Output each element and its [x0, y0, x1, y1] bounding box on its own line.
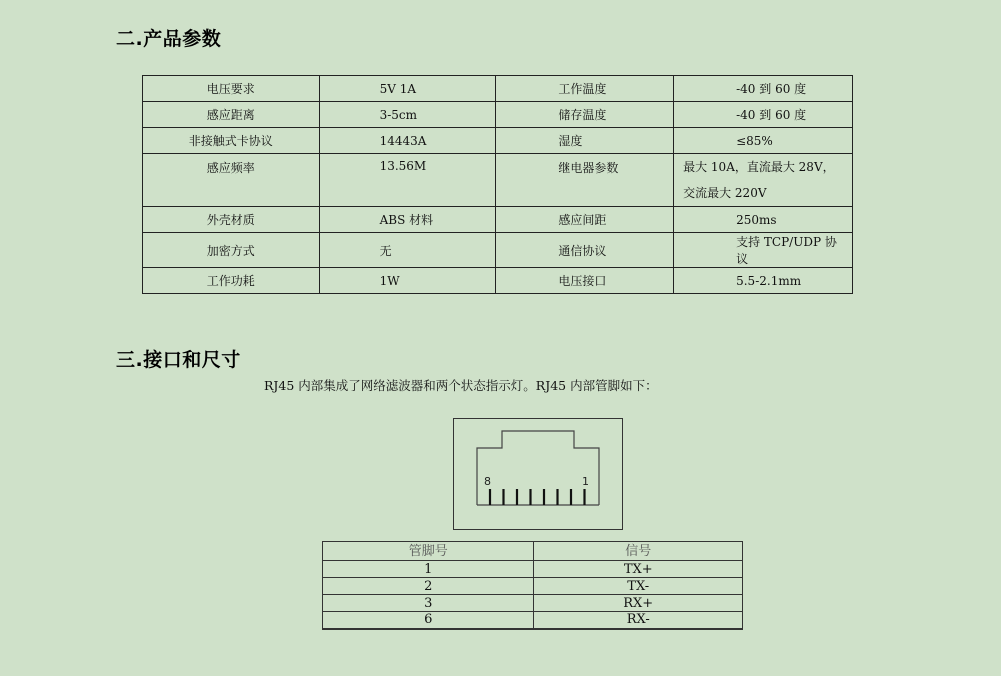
table-row [143, 102, 853, 128]
pin-number: 3 [323, 595, 534, 612]
pin-table [322, 541, 743, 630]
pin-number: 6 [323, 612, 534, 629]
table-row [323, 561, 743, 578]
param-label: 感应频率 [143, 154, 320, 207]
param-value: 13.56M [319, 154, 496, 207]
table-header-row [323, 542, 743, 561]
pin-signal: RX+ [534, 595, 743, 612]
table-row [323, 612, 743, 629]
param-label: 加密方式 [143, 233, 320, 268]
param-label: 通信协议 [496, 233, 674, 268]
table-row [143, 207, 853, 233]
table-row [323, 578, 743, 595]
param-value: 3-5cm [319, 102, 496, 128]
param-label: 感应间距 [496, 207, 674, 233]
table-row [143, 76, 853, 102]
param-label: 非接触式卡协议 [143, 128, 320, 154]
param-value: 最大 10A，直流最大 28V，交流最大 220V [674, 154, 853, 207]
param-value: -40 到 60 度 [674, 76, 853, 102]
table-row [143, 268, 853, 294]
param-label: 继电器参数 [496, 154, 674, 207]
pin-label-8: 8 [484, 475, 491, 488]
param-label: 工作功耗 [143, 268, 320, 294]
params-table [142, 75, 853, 294]
pin-signal: RX- [534, 612, 743, 629]
section-title-interface: 三.接口和尺寸 [116, 349, 241, 371]
pin-signal: TX+ [534, 561, 743, 578]
table-row [323, 595, 743, 612]
pin-lines [490, 489, 585, 505]
param-value: ABS 材料 [319, 207, 496, 233]
param-value: 5.5-2.1mm [674, 268, 853, 294]
table-row [143, 128, 853, 154]
param-value: ≤85% [674, 128, 853, 154]
param-value: 14443A [319, 128, 496, 154]
pin-number: 2 [323, 578, 534, 595]
param-label: 湿度 [496, 128, 674, 154]
param-value: 5V 1A [319, 76, 496, 102]
section-title-params: 二.产品参数 [116, 28, 222, 50]
param-value: 无 [319, 233, 496, 268]
rj45-outline [454, 419, 624, 531]
column-header: 信号 [534, 542, 743, 561]
pin-signal: TX- [534, 578, 743, 595]
column-header: 管脚号 [323, 542, 534, 561]
table-row [143, 154, 853, 207]
param-label: 工作温度 [496, 76, 674, 102]
pin-number: 1 [323, 561, 534, 578]
param-label: 电压要求 [143, 76, 320, 102]
param-value: -40 到 60 度 [674, 102, 853, 128]
param-label: 感应距离 [143, 102, 320, 128]
intro-text: RJ45 内部集成了网络滤波器和两个状态指示灯。RJ45 内部管脚如下： [264, 378, 658, 393]
param-label: 外壳材质 [143, 207, 320, 233]
table-row [143, 233, 853, 268]
param-label: 储存温度 [496, 102, 674, 128]
param-value: 1W [319, 268, 496, 294]
param-value: 250ms [674, 207, 853, 233]
param-label: 电压接口 [496, 268, 674, 294]
pin-label-1: 1 [582, 475, 589, 488]
rj45-diagram [453, 418, 623, 530]
param-value: 支持 TCP/UDP 协议 [674, 233, 853, 268]
